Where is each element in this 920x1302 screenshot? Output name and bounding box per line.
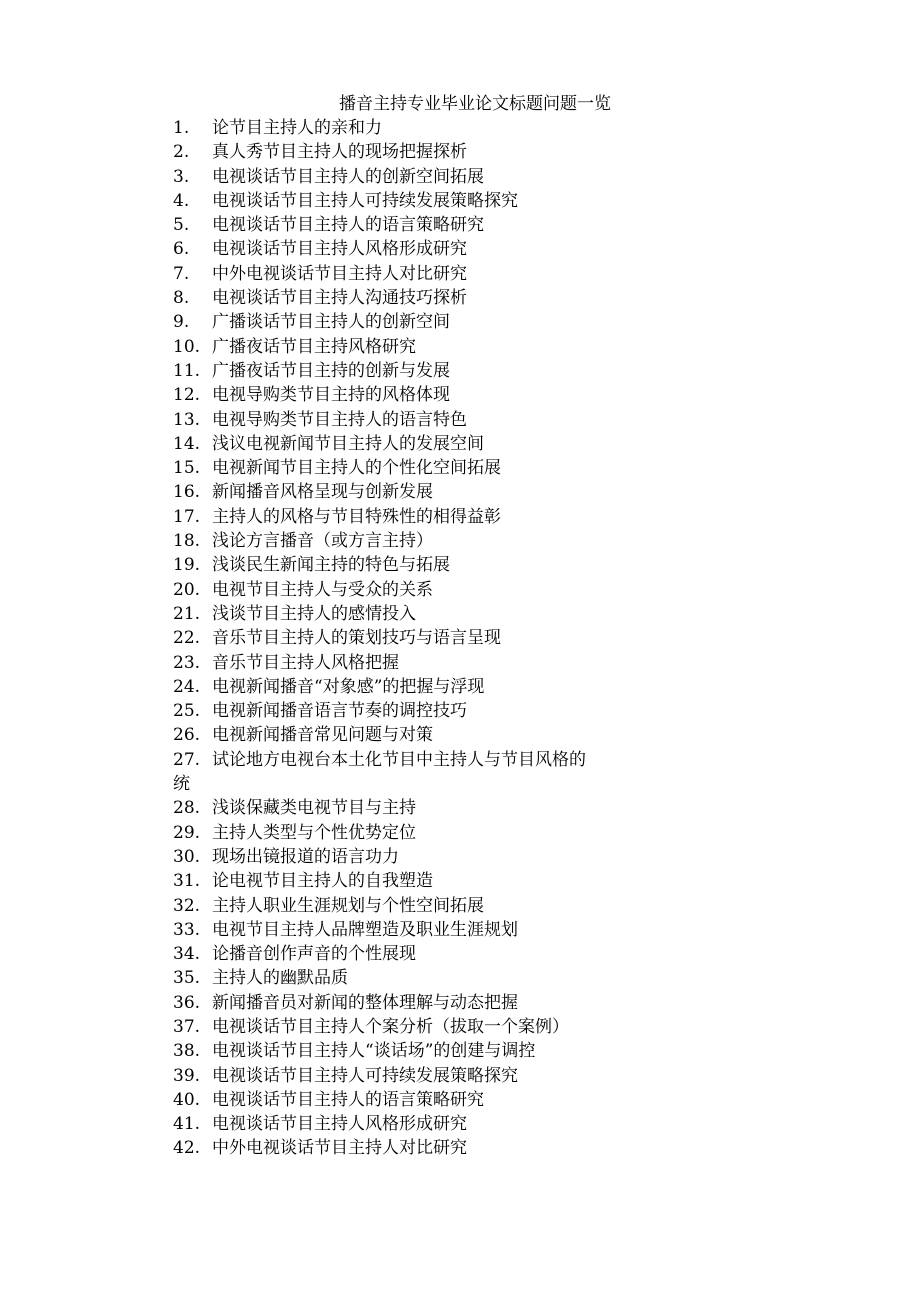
list-item [173, 1136, 633, 1160]
item-number: 25. [173, 701, 201, 722]
item-number: 33. [173, 919, 201, 940]
item-text: 电视新闻播音“对象感”的把握与浮现 [212, 676, 485, 697]
list-item [173, 383, 633, 407]
list-item [173, 408, 633, 432]
item-number: 9. [173, 312, 190, 333]
list-item [173, 1015, 633, 1039]
list-item [173, 699, 633, 723]
item-text: 电视谈话节目主持人的语言策略研究 [212, 215, 484, 236]
list-item [173, 602, 633, 626]
item-text: 电视导购类节目主持的风格体现 [212, 385, 450, 406]
item-text: 电视谈话节目主持人沟通技巧探析 [212, 288, 467, 309]
item-text: 音乐节目主持人风格把握 [212, 652, 399, 673]
list-item [173, 262, 633, 286]
item-number: 40. [173, 1089, 201, 1110]
item-number: 36. [173, 992, 201, 1013]
item-number: 19. [173, 555, 201, 576]
list-item [173, 140, 633, 164]
item-text: 论播音创作声音的个性展现 [212, 944, 416, 965]
item-text: 电视新闻播音常见问题与对策 [212, 725, 433, 746]
item-number: 12. [173, 385, 201, 406]
item-text: 主持人的风格与节目特殊性的相得益彰 [212, 506, 501, 527]
list-item [173, 1112, 633, 1136]
item-number: 18. [173, 531, 201, 552]
item-text: 电视谈话节目主持人可持续发展策略探究 [212, 1065, 518, 1086]
list-item [173, 1064, 633, 1088]
item-text: 浅谈民生新闻主持的特色与拓展 [212, 555, 450, 576]
item-number: 28. [173, 798, 201, 819]
list-item [173, 529, 633, 553]
item-number: 30. [173, 846, 201, 867]
list-item [173, 310, 633, 334]
item-text: 主持人的幽默品质 [212, 968, 348, 989]
list-item [173, 966, 633, 990]
item-number: 24. [173, 676, 201, 697]
item-number: 22. [173, 628, 201, 649]
item-number: 15. [173, 458, 201, 479]
list-item [173, 918, 633, 942]
list-item [173, 651, 633, 675]
item-number: 17. [173, 506, 201, 527]
item-text: 电视谈话节目主持人风格形成研究 [212, 239, 467, 260]
item-number: 3. [173, 166, 190, 187]
item-text: 主持人类型与个性优势定位 [212, 822, 416, 843]
item-number: 8. [173, 288, 190, 309]
list-item [173, 432, 633, 456]
list-item [173, 286, 633, 310]
thesis-title-list [173, 116, 633, 1161]
item-number: 11. [173, 360, 201, 381]
list-item [173, 165, 633, 189]
item-number: 6. [173, 239, 190, 260]
item-number: 20. [173, 579, 201, 600]
item-number: 13. [173, 409, 201, 430]
item-text: 论电视节目主持人的自我塑造 [212, 871, 433, 892]
item-text: 中外电视谈话节目主持人对比研究 [212, 263, 467, 284]
list-item [173, 675, 633, 699]
item-text: 电视节目主持人品牌塑造及职业生涯规划 [212, 919, 518, 940]
item-text: 电视谈话节目主持人个案分析（拔取一个案例） [212, 1016, 569, 1037]
item-number: 4. [173, 190, 190, 211]
item-number: 34. [173, 944, 201, 965]
item-text: 浅谈节目主持人的感情投入 [212, 603, 416, 624]
item-number: 35. [173, 968, 201, 989]
list-item [173, 894, 633, 918]
item-number: 29. [173, 822, 201, 843]
list-item [173, 213, 633, 237]
item-text: 广播夜话节目主持的创新与发展 [212, 360, 450, 381]
list-item [173, 626, 633, 650]
item-text: 浅谈保藏类电视节目与主持 [212, 798, 416, 819]
item-text: 现场出镜报道的语言功力 [212, 846, 399, 867]
item-text: 真人秀节目主持人的现场把握探析 [212, 142, 467, 163]
list-item [173, 869, 633, 893]
item-text: 浅议电视新闻节目主持人的发展空间 [212, 433, 484, 454]
document-title: 播音主持专业毕业论文标题问题一览 [339, 94, 611, 114]
item-number: 21. [173, 603, 201, 624]
list-item [173, 480, 633, 504]
list-item [173, 505, 633, 529]
item-text: 电视谈话节目主持人可持续发展策略探究 [212, 190, 518, 211]
item-text-continuation: 统 [173, 774, 190, 795]
list-item [173, 942, 633, 966]
item-text: 电视节目主持人与受众的关系 [212, 579, 433, 600]
item-number: 7. [173, 263, 190, 284]
item-text: 音乐节目主持人的策划技巧与语言呈现 [212, 628, 501, 649]
list-item [173, 456, 633, 480]
list-item [173, 578, 633, 602]
item-text: 新闻播音员对新闻的整体理解与动态把握 [212, 992, 518, 1013]
item-number: 5. [173, 215, 190, 236]
item-number: 23. [173, 652, 201, 673]
item-number: 41. [173, 1114, 201, 1135]
item-text: 中外电视谈话节目主持人对比研究 [212, 1138, 467, 1159]
item-text: 主持人职业生涯规划与个性空间拓展 [212, 895, 484, 916]
list-item [173, 553, 633, 577]
item-text: 广播夜话节目主持风格研究 [212, 336, 416, 357]
list-item [173, 237, 633, 261]
item-number: 32. [173, 895, 201, 916]
item-number: 26. [173, 725, 201, 746]
item-number: 16. [173, 482, 201, 503]
list-item [173, 821, 633, 845]
list-item [173, 359, 633, 383]
item-text: 电视导购类节目主持人的语言特色 [212, 409, 467, 430]
list-item [173, 116, 633, 140]
item-number: 39. [173, 1065, 201, 1086]
item-text: 电视新闻节目主持人的个性化空间拓展 [212, 458, 501, 479]
list-item [173, 845, 633, 869]
item-text: 电视谈话节目主持人“谈话场”的创建与调控 [212, 1041, 536, 1062]
item-number: 27. [173, 749, 201, 770]
item-number: 2. [173, 142, 190, 163]
item-text: 试论地方电视台本土化节目中主持人与节目风格的 [212, 749, 586, 770]
item-number: 14. [173, 433, 201, 454]
list-item [173, 723, 633, 747]
item-number: 31. [173, 871, 201, 892]
list-item [173, 748, 633, 797]
list-item [173, 1039, 633, 1063]
item-number: 38. [173, 1041, 201, 1062]
list-item [173, 1088, 633, 1112]
item-text: 电视谈话节目主持人的语言策略研究 [212, 1089, 484, 1110]
list-item [173, 991, 633, 1015]
item-text: 电视新闻播音语言节奏的调控技巧 [212, 701, 467, 722]
item-text: 广播谈话节目主持人的创新空间 [212, 312, 450, 333]
item-number: 37. [173, 1016, 201, 1037]
list-item [173, 796, 633, 820]
item-number: 10. [173, 336, 201, 357]
item-text: 新闻播音风格呈现与创新发展 [212, 482, 433, 503]
item-text: 电视谈话节目主持人的创新空间拓展 [212, 166, 484, 187]
item-text: 论节目主持人的亲和力 [212, 118, 382, 138]
list-item [173, 335, 633, 359]
item-text: 电视谈话节目主持人风格形成研究 [212, 1114, 467, 1135]
list-item [173, 189, 633, 213]
item-number: 1. [173, 118, 190, 138]
item-text: 浅论方言播音（或方言主持） [212, 531, 433, 552]
item-number: 42. [173, 1138, 201, 1159]
